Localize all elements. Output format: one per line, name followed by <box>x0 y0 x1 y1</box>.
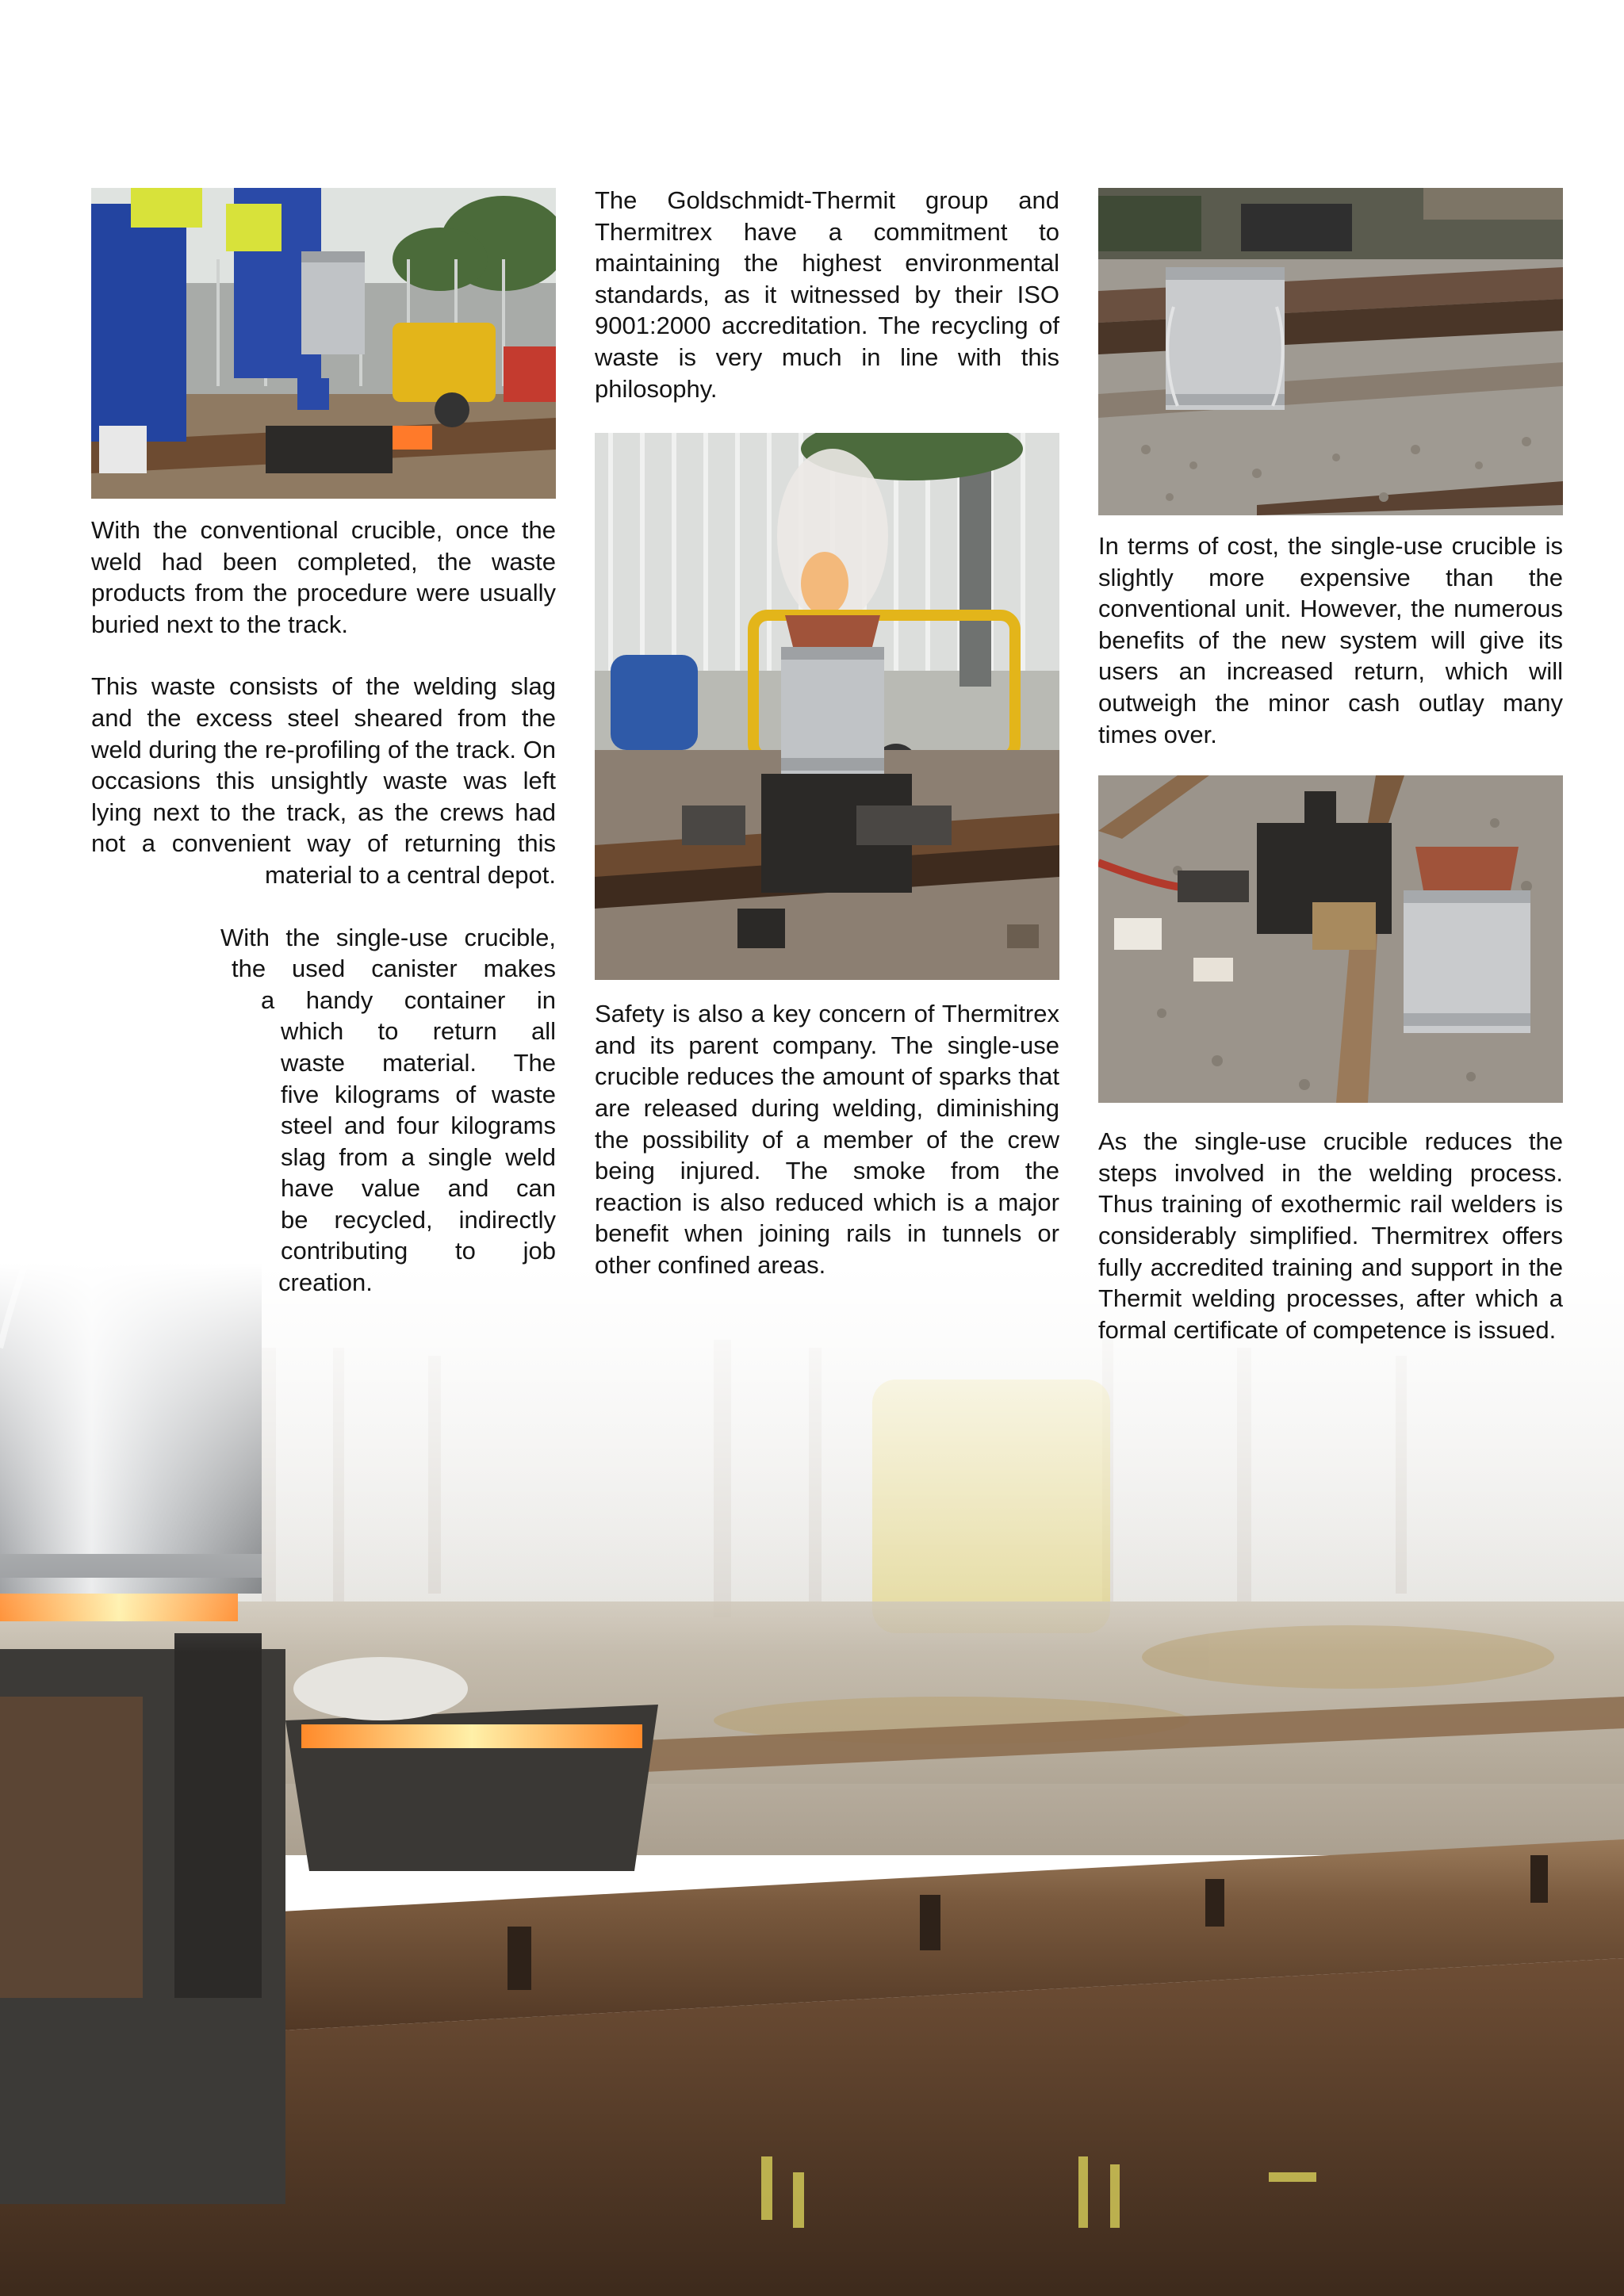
paragraph-line: a handy container in <box>261 985 556 1014</box>
paragraph-line: have value and can <box>281 1174 556 1203</box>
crucible-beside-weld-mould-photo <box>1098 775 1563 1103</box>
waste-composition-paragraph: This waste consists of the welding slag and the excess steel sheared from the weld during the re-profiling of the track. On occasions this unsightly waste was left lying next to the track, as the crews had not a convenient way of returning this material to a central depot. <box>91 672 556 889</box>
environmental-standards-paragraph: The Goldschmidt-Thermit group and Thermitrex have a commitment to maintaining the highest environmental standards, as it witnessed by their ISO 9001:2000 accreditation. The recycling of waste is very much in line with this philosophy. <box>595 186 1059 403</box>
crucible-canister-on-ballast-photo <box>1098 188 1563 515</box>
paragraph-line: steel and four kilograms <box>281 1112 556 1140</box>
conventional-crucible-paragraph: With the conventional crucible, once the weld had been completed, the waste products from the procedure were usually buried next to the track. <box>91 516 556 638</box>
paragraph-line: waste material. The <box>281 1048 556 1077</box>
welders-lifting-crucible-photo <box>91 188 556 499</box>
paragraph-line: With the single-use crucible, <box>220 923 556 951</box>
column-2 <box>595 188 1059 1281</box>
paragraph-line: which to return all <box>281 1017 556 1046</box>
training-paragraph: As the single-use crucible reduces the steps involved in the welding process. Thus training of exothermic rail welders is considerably simplified. Thermitrex offers fully accredited training and support in the Thermit welding processes, after which a formal certificate of competence is issued. <box>1098 1127 1563 1344</box>
cost-paragraph: In terms of cost, the single-use crucible is slightly more expensive than the conventional unit. However, the numerous benefits of the new system will give its users an increased return, which will outweigh the minor cash outlay many times over. <box>1098 532 1563 748</box>
single-use-crucible-paragraph <box>91 922 556 1299</box>
paragraph-line: slag from a single weld <box>281 1142 556 1171</box>
paragraph-line: be recycled, indirectly <box>281 1205 556 1234</box>
paragraph-line: five kilograms of waste <box>281 1080 556 1108</box>
paragraph-line: the used canister makes <box>232 955 556 983</box>
crucible-burning-on-rail-photo <box>595 433 1059 980</box>
safety-paragraph: Safety is also a key concern of Thermitrex and its parent company. The single-use crucible reduces the amount of sparks that are released during welding, diminishing the possibility of a member of the crew being injured. The smoke from the reaction is also reduced which is a major benefit when joining rails in tunnels or other confined areas. <box>595 1000 1059 1279</box>
column-1 <box>91 188 556 1299</box>
column-3 <box>1098 188 1563 1345</box>
paragraph-line: creation. <box>278 1269 373 1297</box>
paragraph-line: contributing to job <box>281 1237 556 1265</box>
